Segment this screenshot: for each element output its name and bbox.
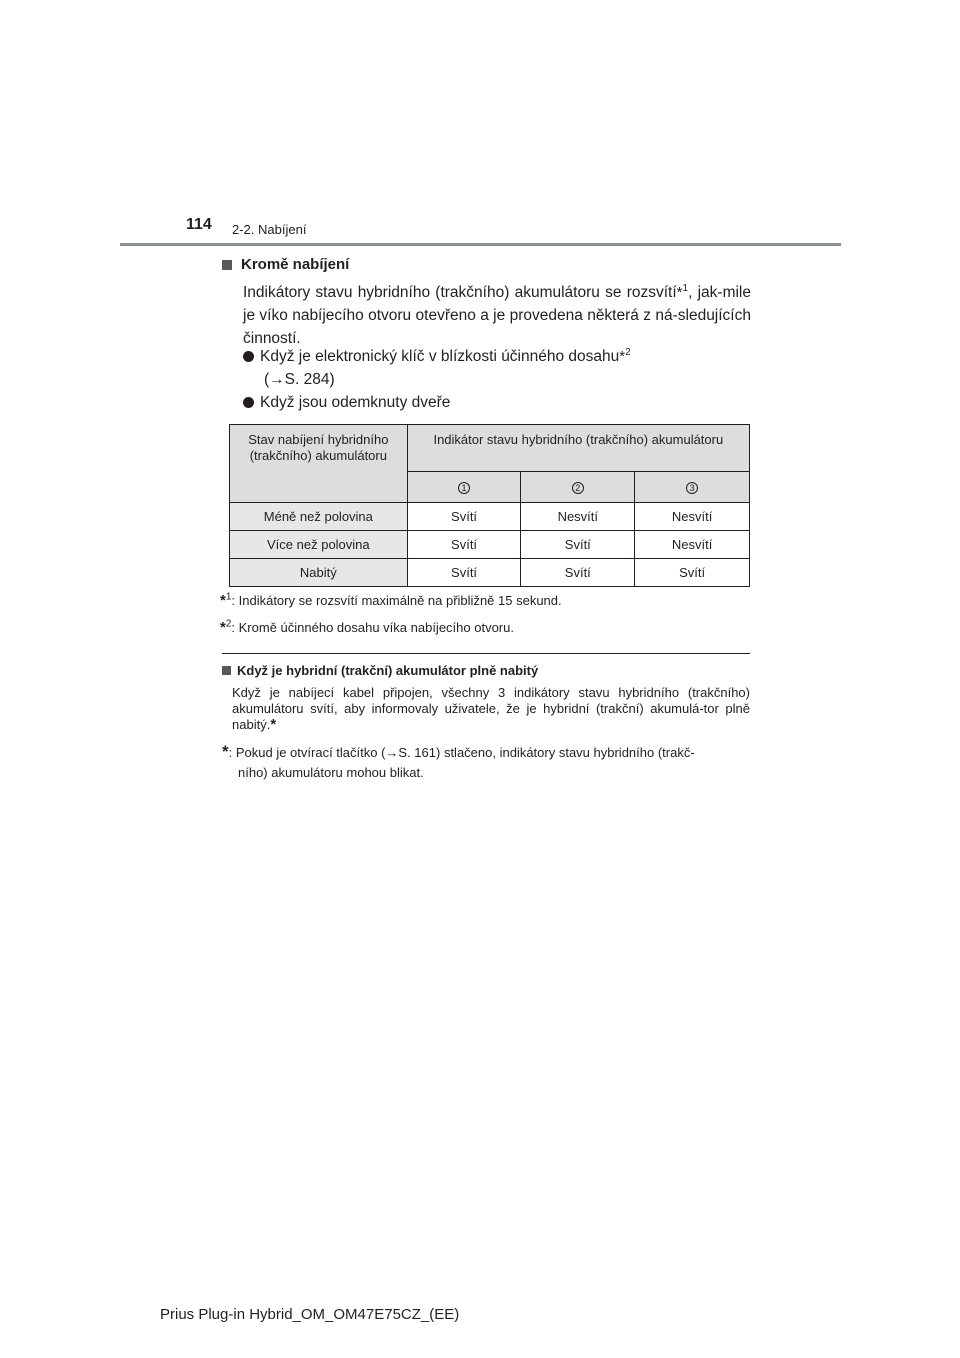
table-cell: Svítí [521, 531, 635, 559]
footnote-text: : Kromě účinného dosahu víka nabíjecího otvoru. [231, 620, 514, 635]
table-cell: Svítí [407, 531, 521, 559]
page-footer: Prius Plug-in Hybrid_OM_OM47E75CZ_(EE) [160, 1306, 460, 1323]
bullet-item-doors [243, 391, 450, 414]
section-heading-text: Kromě nabíjení [241, 256, 350, 273]
circled-number-icon: 1 [458, 482, 470, 494]
section-title: 2-2. Nabíjení [232, 222, 307, 237]
indicator-3-header [635, 472, 750, 503]
note-text-line-2: ního) akumulátoru mohou blikat. [238, 765, 424, 780]
full-charge-text: Když je nabíjecí kabel připojen, všechny 3 indikátory stavu hybridního (trakčního) akumulátoru svítí, aby informovaly uživatele, že je hybridní (trakční) akumulá-tor plně nabitý. [232, 685, 750, 732]
footnote-ref-1: 1 [682, 282, 689, 294]
page-number: 114 [186, 216, 212, 233]
footnote-text: : Indikátory se rozsvítí maximálně na přibližně 15 sekund. [231, 593, 562, 608]
table-cell: Nesvítí [635, 503, 750, 531]
charge-state-table [229, 424, 750, 587]
table-row [230, 559, 750, 587]
footnote-star: * [220, 619, 226, 636]
table-cell: Nesvítí [635, 531, 750, 559]
bullet-dot-icon [243, 397, 254, 408]
row-label: Méně než polovina [230, 503, 408, 531]
full-charge-paragraph [232, 685, 750, 733]
row-label: Více než polovina [230, 531, 408, 559]
note-text-line-1: : Pokud je otvírací tlačítko (→S. 161) stlačeno, indikátory stavu hybridního (trakč- [228, 745, 695, 760]
circled-number-icon: 2 [572, 482, 584, 494]
bullet-item-key [243, 345, 631, 391]
footnote-star: * [220, 592, 226, 609]
footnote-star: * [676, 284, 683, 301]
footnote-star: * [270, 716, 277, 733]
table-cell: Svítí [635, 559, 750, 587]
page-reference: (→S. 284) [264, 371, 335, 388]
footnote-star: * [619, 348, 626, 365]
footnote-1 [220, 592, 562, 609]
section-divider [222, 653, 750, 654]
bullet-dot-icon [243, 351, 254, 362]
table-cell: Svítí [407, 559, 521, 587]
square-bullet-icon [222, 260, 232, 270]
row-label: Nabitý [230, 559, 408, 587]
body-text-1: Indikátory stavu hybridního (trakčního) akumulátoru se rozsvítí [243, 284, 677, 301]
footnote-number: 2 [225, 618, 232, 630]
footnote-ref-2: 2 [625, 346, 631, 358]
square-bullet-icon [222, 666, 231, 675]
indicator-1-header [407, 472, 521, 503]
table-row [230, 531, 750, 559]
table-cell: Svítí [521, 559, 635, 587]
body-paragraph [243, 281, 751, 350]
bullet-text-doors: Když jsou odemknuty dveře [260, 394, 451, 411]
table-cell: Nesvítí [521, 503, 635, 531]
table-header-indicator: Indikátor stavu hybridního (trakčního) akumulátoru [407, 425, 749, 472]
bullet-text-key: Když je elektronický klíč v blízkosti účinného dosahu [260, 348, 620, 365]
footnote-number: 1 [225, 591, 232, 603]
body-text-2: , jak-mile je víko nabíjecího otvoru otevřeno a je provedena některá z ná-sledujících činností. [243, 284, 751, 347]
table-cell: Svítí [407, 503, 521, 531]
table-row [230, 503, 750, 531]
header-divider [120, 243, 841, 246]
footnote-2 [220, 619, 514, 636]
section-heading [222, 256, 349, 273]
full-charge-note [222, 742, 750, 783]
full-charge-heading [222, 663, 538, 678]
indicator-2-header [521, 472, 635, 503]
full-charge-heading-text: Když je hybridní (trakční) akumulátor plně nabitý [237, 663, 539, 678]
footnote-star: * [222, 742, 229, 761]
table-header-state: Stav nabíjení hybridního (trakčního) akumulátoru [230, 425, 408, 503]
circled-number-icon: 3 [686, 482, 698, 494]
